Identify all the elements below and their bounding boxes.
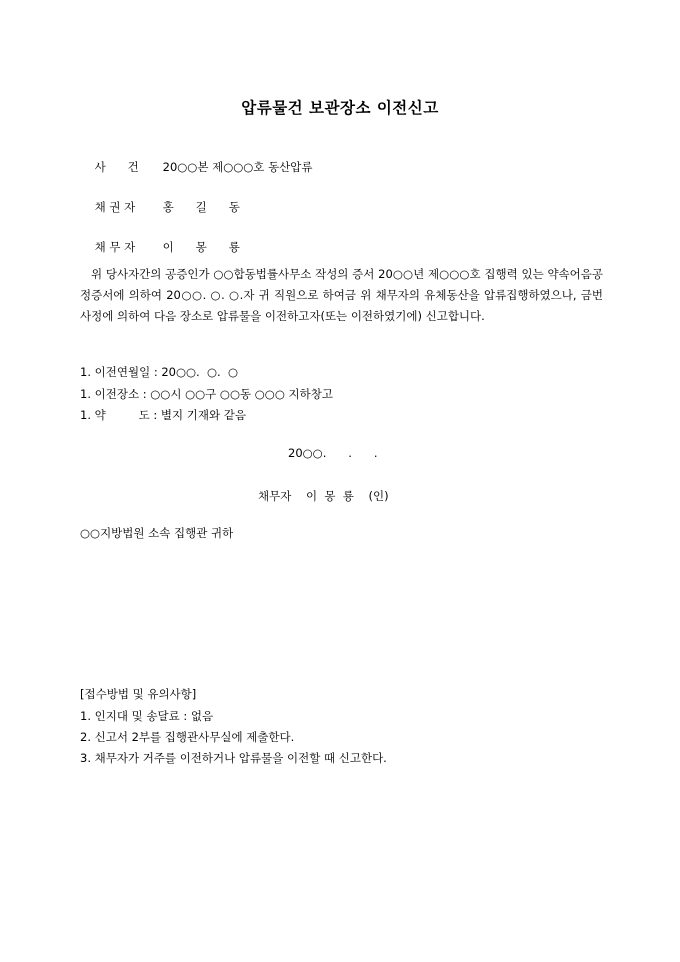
case-value: 20○○본 제○○○호 동산압류 [162, 160, 313, 174]
note-item: 2. 신고서 2부를 집행관사무실에 제출한다. [80, 730, 295, 744]
document-title: 압류물건 보관장소 이전신고 [241, 99, 439, 117]
addressee: ○○지방법원 소속 집행관 귀하 [80, 526, 234, 540]
creditor-label: 채 권 자 [94, 200, 136, 214]
note-item: 1. 인지대 및 송달료 : 없음 [80, 709, 214, 723]
debtor-field [80, 225, 240, 269]
item-transfer-date: 1. 이전연월일 : 20○○. ○. ○ [80, 365, 239, 379]
item-map: 1. 약 도 : 별지 기재와 같음 [80, 408, 247, 422]
notes-heading: [접수방법 및 유의사항] [80, 687, 197, 701]
debtor-signature: 채무자 이 몽 룡 (인) [258, 489, 389, 503]
case-label: 사 건 [94, 160, 139, 174]
item-transfer-place: 1. 이전장소 : ○○시 ○○구 ○○동 ○○○ 지하창고 [80, 387, 333, 401]
creditor-field [80, 185, 240, 229]
document-date: 20○○. . . [288, 446, 378, 460]
creditor-value: 홍 길 동 [162, 200, 240, 214]
case-field [80, 145, 313, 189]
debtor-value: 이 몽 룡 [162, 240, 240, 254]
body-paragraph: 위 당사자간의 공증인가 ○○합동법률사무소 작성의 증서 20○○년 제○○○호 집행력 있는 약속어음공정증서에 의하여 20○○. ○. ○.자 귀 직원으로 하여금 위 채무자의 유체동산을 압류집행하였으나, 금번 사정에 의하여 다음 장소로 압류물을 이전하고자(또는 이전하였기에) 신고합니다. [80, 267, 603, 324]
debtor-label: 채 무 자 [94, 240, 136, 254]
note-item: 3. 채무자가 거주를 이전하거나 압류물을 이전할 때 신고한다. [80, 751, 387, 765]
